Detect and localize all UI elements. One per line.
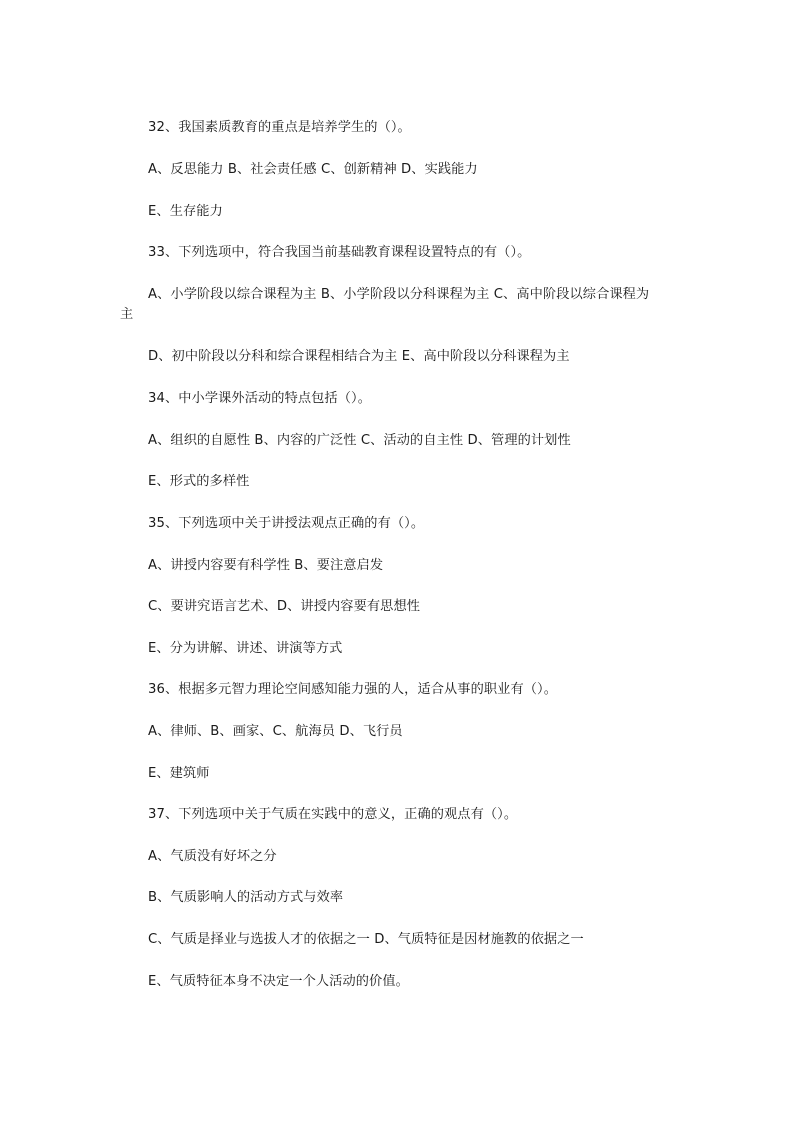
- question-37: 37、下列选项中关于气质在实践中的意义，正确的观点有（）。: [148, 807, 518, 822]
- question-35-options-a-b: A、讲授内容要有科学性 B、要注意启发: [148, 558, 384, 573]
- question-34: 34、中小学课外活动的特点包括（）。: [148, 391, 371, 406]
- question-36-option-e: E、建筑师: [148, 766, 210, 781]
- question-35-option-e: E、分为讲解、讲述、讲演等方式: [148, 641, 343, 656]
- question-32-option-e: E、生存能力: [148, 204, 223, 219]
- question-32: 32、我国素质教育的重点是培养学生的（）。: [148, 120, 411, 135]
- question-33-options-wrap: 主: [120, 307, 134, 322]
- question-35-options-c-d: C、要讲究语言艺术、D、讲授内容要有思想性: [148, 599, 421, 614]
- question-36-options-a-d: A、律师、B、画家、C、航海员 D、飞行员: [148, 724, 403, 739]
- question-37-option-b: B、气质影响人的活动方式与效率: [148, 890, 344, 905]
- question-34-options-a-d: A、组织的自愿性 B、内容的广泛性 C、活动的自主性 D、管理的计划性: [148, 433, 571, 448]
- question-37-option-a: A、气质没有好坏之分: [148, 849, 277, 864]
- question-34-option-e: E、形式的多样性: [148, 474, 250, 489]
- question-32-options-a-d: A、反思能力 B、社会责任感 C、创新精神 D、实践能力: [148, 162, 478, 177]
- question-33-options-a-c: A、小学阶段以综合课程为主 B、小学阶段以分科课程为主 C、高中阶段以综合课程为: [148, 287, 650, 302]
- question-33-options-d-e: D、初中阶段以分科和综合课程相结合为主 E、高中阶段以分科课程为主: [148, 349, 570, 364]
- question-37-option-e: E、气质特征本身不决定一个人活动的价值。: [148, 974, 409, 989]
- question-33: 33、下列选项中，符合我国当前基础教育课程设置特点的有（）。: [148, 245, 531, 260]
- question-35: 35、下列选项中关于讲授法观点正确的有（）。: [148, 516, 425, 531]
- question-36: 36、根据多元智力理论空间感知能力强的人，适合从事的职业有（）。: [148, 682, 558, 697]
- question-37-options-c-d: C、气质是择业与选拔人才的依据之一 D、气质特征是因材施教的依据之一: [148, 932, 584, 947]
